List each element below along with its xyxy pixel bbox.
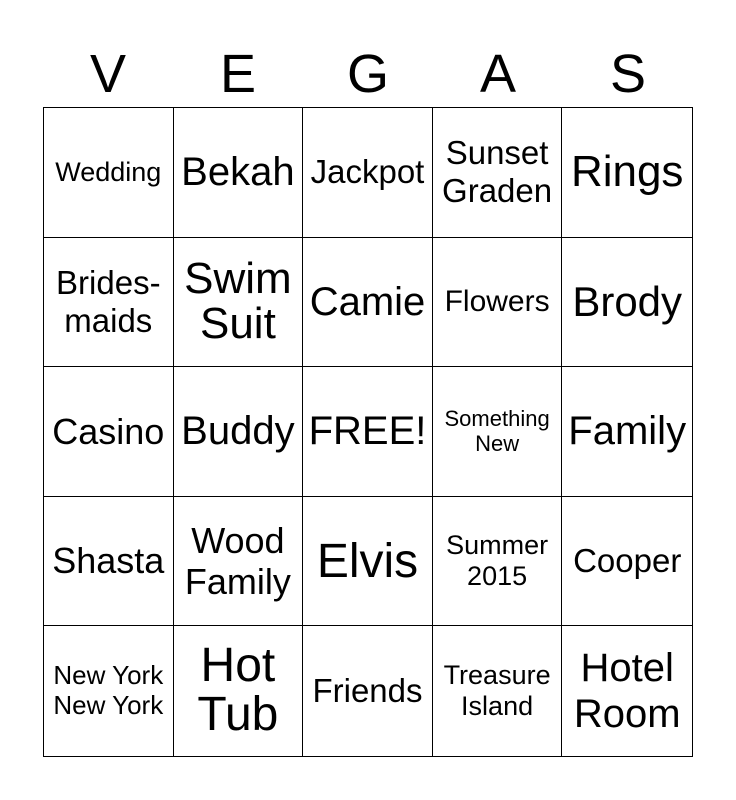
bingo-cell-r1-c4[interactable] [562,238,692,368]
cell-label: Sunset Graden [442,134,553,210]
bingo-cell-r0-c1[interactable] [174,108,304,238]
cell-label: Family [568,409,687,454]
bingo-cell-r1-c3[interactable] [433,238,563,368]
cell-label: Cooper [573,542,682,580]
cell-label: Summer 2015 [446,530,549,592]
cell-label: Flowers [444,284,550,318]
cell-label: Shasta [52,540,165,582]
cell-label: Brides- maids [56,263,161,339]
cell-label: Rings [570,147,684,196]
bingo-cell-r3-c0[interactable] [44,497,174,627]
bingo-cell-r3-c1[interactable] [174,497,304,627]
bingo-cell-r4-c0[interactable] [44,626,174,756]
cell-label: Friends [312,672,423,710]
bingo-cell-r3-c4[interactable] [562,497,692,627]
bingo-cell-r4-c1[interactable] [174,626,304,756]
bingo-board [43,107,693,757]
header-letter-g: G [346,44,389,104]
cell-label: Wedding [55,156,162,187]
cell-label: Hotel Room [573,646,681,737]
bingo-cell-r1-c0[interactable] [44,238,174,368]
cell-label: Something New [444,406,550,457]
bingo-cell-r2-c4[interactable] [562,367,692,497]
bingo-cell-r2-c2[interactable] [303,367,433,497]
cell-label: Wood Family [184,519,291,603]
cell-label: Treasure Island [443,660,551,722]
header-letter-s: S [609,44,647,104]
bingo-cell-r2-c3[interactable] [433,367,563,497]
bingo-cell-r1-c1[interactable] [174,238,304,368]
cell-label: Swim Suit [184,254,292,348]
bingo-cell-r0-c2[interactable] [303,108,433,238]
bingo-cell-r1-c2[interactable] [303,238,433,368]
cell-label: Hot Tub [197,639,279,742]
bingo-cell-r3-c2[interactable] [303,497,433,627]
header-letter-e: E [219,44,257,104]
cell-label: Buddy [181,409,295,454]
bingo-cell-r0-c3[interactable] [433,108,563,238]
bingo-header [43,40,693,108]
cell-label: Brody [572,277,683,325]
bingo-cell-r3-c3[interactable] [433,497,563,627]
header-letter-v: V [89,44,127,104]
bingo-cell-r4-c3[interactable] [433,626,563,756]
bingo-cell-r2-c0[interactable] [44,367,174,497]
bingo-cell-r4-c2[interactable] [303,626,433,756]
header-letter-a: A [479,44,517,104]
free-space-label: FREE! [308,409,427,454]
bingo-cell-r2-c1[interactable] [174,367,304,497]
cell-label: Bekah [181,150,295,195]
cell-label: Casino [52,410,165,452]
cell-label: Jackpot [310,153,425,191]
bingo-cell-r0-c0[interactable] [44,108,174,238]
cell-label: Elvis [316,534,419,588]
bingo-cell-r0-c4[interactable] [562,108,692,238]
bingo-cell-r4-c4[interactable] [562,626,692,756]
cell-label: Camie [309,279,426,324]
cell-label: New York New York [53,660,164,721]
